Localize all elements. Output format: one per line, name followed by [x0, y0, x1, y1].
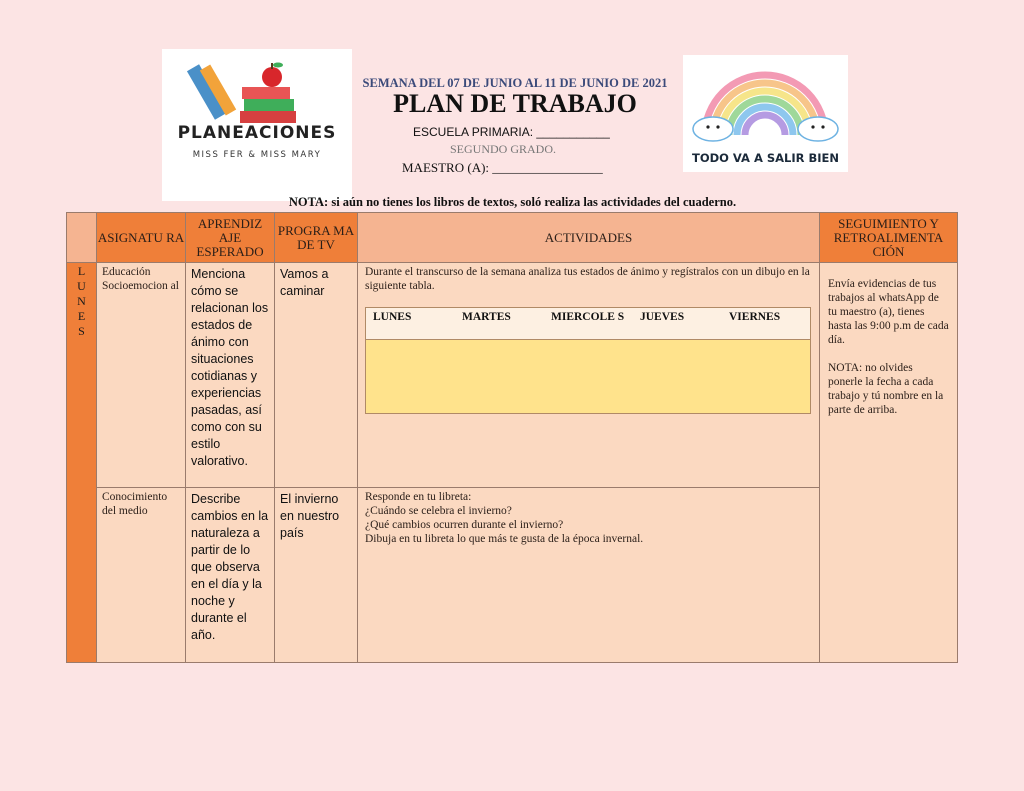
mood-header-viernes: VIERNES — [722, 308, 810, 340]
mood-header-miercoles: MIERCOLE S — [544, 308, 634, 340]
header-empty-cell — [66, 212, 97, 263]
header-followup: SEGUIMIENTO Y RETROALIMENTA CIÓN — [819, 212, 958, 263]
row1-subject: Educación Socioemocion al — [96, 262, 186, 488]
followup-text: Envía evidencias de tus trabajos al whatsApp de tu maestro (a), tienes hasta las 9:00 p.m de cada día. NOTA: no olvides ponerle la fecha a cada trabajo y tú nombre en la parte de arriba. — [828, 278, 949, 416]
logo-left-title: PLANEACIONES — [177, 123, 337, 143]
mood-cell-jueves[interactable] — [633, 340, 723, 413]
row1-learning: Menciona cómo se relacionan los estados de ánimo con situaciones cotidianas y experiencias pasadas, así como con su estilo valorativo. — [185, 262, 275, 488]
row2-subject: Conocimiento del medio — [96, 487, 186, 663]
logo-rainbow — [683, 55, 848, 172]
page-title: PLAN DE TRABAJO — [393, 89, 637, 118]
header-learning: APRENDIZ AJE ESPERADO — [185, 212, 275, 263]
mood-header-lunes: LUNES — [366, 308, 456, 340]
day-column — [66, 262, 97, 663]
header-subject: ASIGNATU RA — [96, 212, 186, 263]
school-field: ESCUELA PRIMARIA: ___________ — [413, 125, 610, 139]
week-range: SEMANA DEL 07 DE JUNIO AL 11 DE JUNIO DE 2021 — [362, 76, 668, 90]
mood-cell-martes[interactable] — [455, 340, 545, 413]
mood-cell-viernes[interactable] — [722, 340, 810, 413]
logo-left-subtitle: MISS FER & MISS MARY — [192, 150, 322, 160]
grade-label: SEGUNDO GRADO. — [450, 142, 557, 156]
mood-header-martes: MARTES — [455, 308, 545, 340]
note: NOTA: si aún no tienes los libros de textos, soló realiza las actividades del cuaderno. — [288, 195, 737, 209]
row2-activity-cell — [357, 487, 820, 663]
row2-tv-program: El invierno en nuestro país — [274, 487, 358, 663]
logo-right-text: TODO VA A SALIR BIEN — [691, 151, 840, 165]
row1-activity: Durante el transcurso de la semana analiza tus estados de ánimo y regístralos con un dibujo en la siguiente tabla. — [365, 266, 810, 292]
mood-table — [365, 307, 811, 414]
teacher-field: MAESTRO (A): _________________ — [402, 160, 603, 175]
mood-cell-miercoles[interactable] — [544, 340, 634, 413]
header-tv-program: PROGRA MA DE TV — [274, 212, 358, 263]
row1-tv-program: Vamos a caminar — [274, 262, 358, 488]
mood-header-jueves: JUEVES — [633, 308, 723, 340]
logo-planeaciones — [162, 49, 352, 201]
books-apple-icon — [162, 49, 352, 129]
followup-cell — [819, 262, 958, 663]
mood-cell-lunes[interactable] — [366, 340, 456, 413]
day-label: L U N E S — [77, 264, 86, 338]
rainbow-icon — [683, 55, 848, 150]
row2-learning: Describe cambios en la naturaleza a partir de lo que observa en el día y la noche y durante el año. — [185, 487, 275, 663]
row2-activity: Responde en tu libreta: ¿Cuándo se celebra el invierno? ¿Qué cambios ocurren durante el invierno? Dibuja en tu libreta lo que más te gusta de la época invernal. — [365, 491, 644, 545]
header-activities: ACTIVIDADES — [357, 212, 820, 263]
